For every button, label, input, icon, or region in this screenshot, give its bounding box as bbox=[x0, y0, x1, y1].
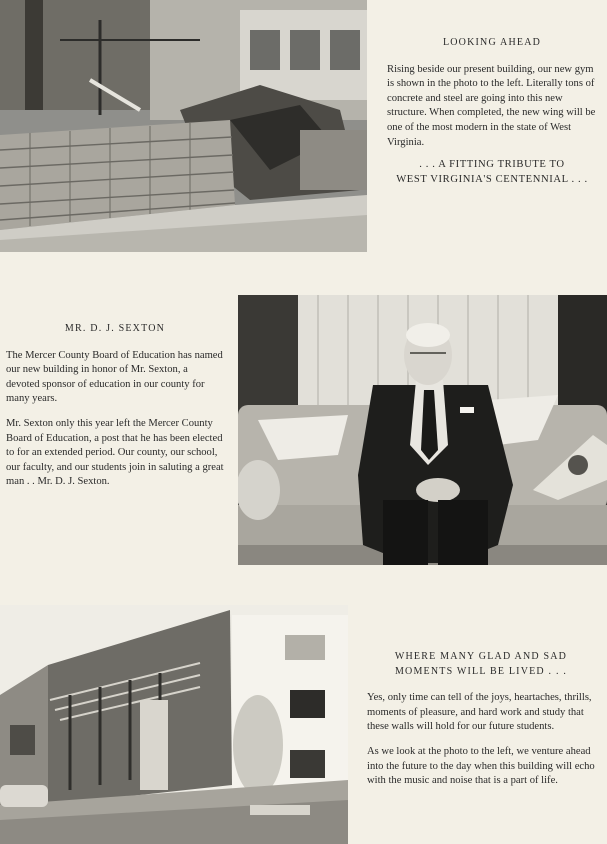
glad-sad-paragraph-2: As we look at the photo to the left, we venture ahead into the future to the day when this building will echo with the music and noise that is a part of life. bbox=[367, 745, 595, 787]
tribute-line-2: WEST VIRGINIA'S CENTENNIAL . . . bbox=[396, 173, 588, 185]
sexton-heading: MR. D. J. SEXTON bbox=[64, 323, 166, 334]
glad-sad-heading-2: MOMENTS WILL BE LIVED . . . bbox=[394, 665, 568, 677]
building-photo bbox=[0, 605, 348, 844]
construction-photo bbox=[0, 0, 367, 252]
sexton-section bbox=[6, 322, 224, 500]
looking-ahead-paragraph: Rising beside our present building, our new gym is shown in the photo to the left. Literally tons of concrete and steel are going into this new structure. When completed, the new wing will be one of the most modern in the state of West Virginia. bbox=[387, 63, 596, 148]
sexton-paragraph-2: Mr. Sexton only this year left the Mercer County Board of Education, a post that he has been elected to for an extended period. Our county, our school, our faculty, and our students join in saluting a great man . . Mr. D. J. Sexton. bbox=[6, 417, 224, 488]
glad-sad-paragraph-1: Yes, only time can tell of the joys, heartaches, thrills, moments of pleasure, and hard work and study that these walls will hold for our future students. bbox=[367, 692, 592, 733]
portrait-photo bbox=[238, 295, 607, 565]
glad-sad-section bbox=[367, 650, 595, 799]
sexton-paragraph-1: The Mercer County Board of Education has named our new building in honor of Mr. Sexton, a devoted sponsor of education in our county for many years. bbox=[6, 349, 223, 405]
glad-sad-heading-1: WHERE MANY GLAD AND SAD bbox=[394, 651, 568, 662]
looking-ahead-heading: LOOKING AHEAD bbox=[442, 37, 542, 48]
tribute-line-1: . . . A FITTING TRIBUTE TO bbox=[419, 159, 565, 171]
looking-ahead-section bbox=[387, 36, 597, 187]
